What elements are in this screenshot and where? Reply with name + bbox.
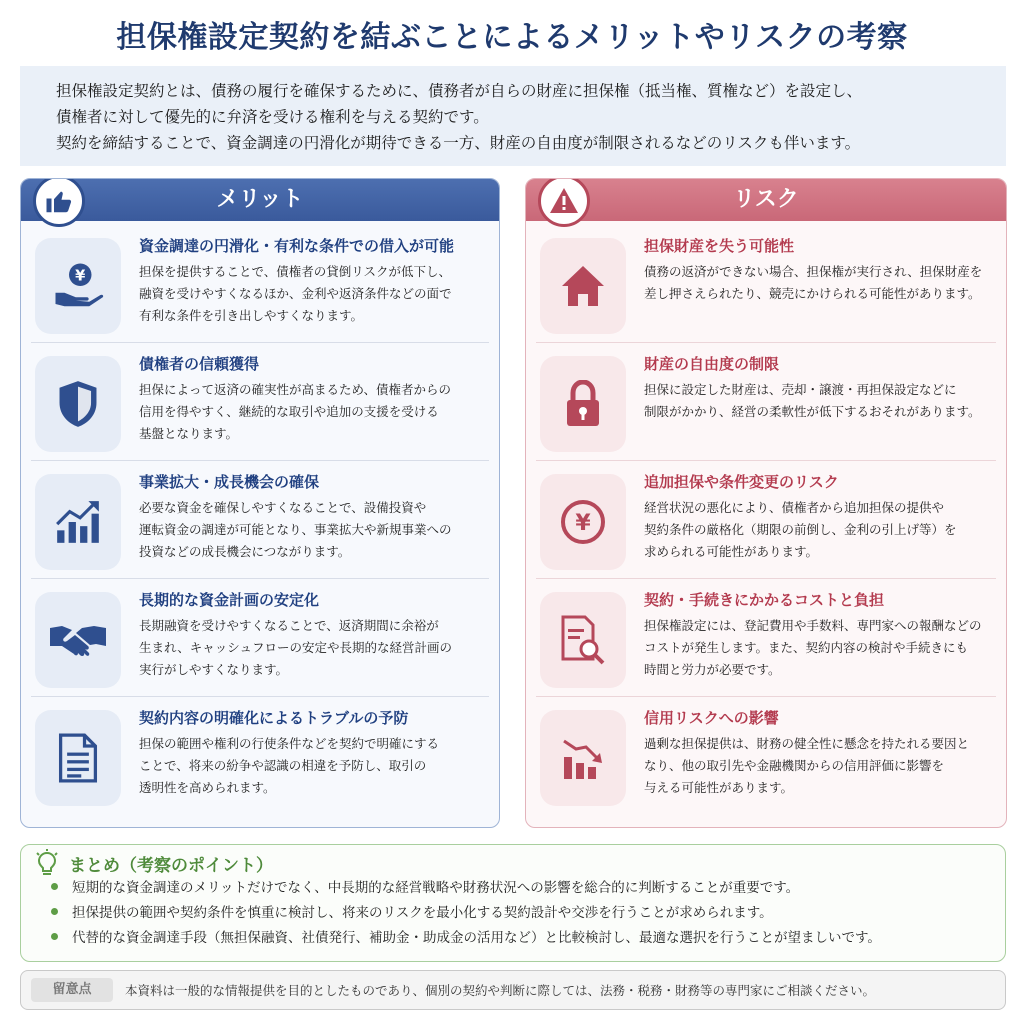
risk-item <box>536 583 996 697</box>
risks-panel <box>525 178 1007 828</box>
svg-text:¥: ¥ <box>575 511 591 536</box>
risk-title: 追加担保や条件変更のリスク <box>644 473 839 491</box>
merits-panel <box>20 178 500 828</box>
yen-coin-icon <box>540 474 626 570</box>
risks-heading: リスク <box>733 187 799 212</box>
merit-title: 事業拡大・成長機会の確保 <box>139 473 320 491</box>
handshake-icon <box>35 592 121 688</box>
disclaimer-label: 留意点 <box>31 978 113 1002</box>
warning-icon <box>538 178 590 227</box>
shield-icon <box>35 356 121 452</box>
lock-icon <box>540 356 626 452</box>
merit-item <box>31 465 489 579</box>
merit-title: 長期的な資金計画の安定化 <box>139 591 320 609</box>
merit-desc: 担保によって返済の確実性が高まるため、債権者からの 信用を得やすく、継続的な取引や追加の支援を受ける 基盤となります。 <box>139 382 452 441</box>
intro-line-2: 債権者に対して優先的に弁済を受ける権利を与える契約です。 <box>56 108 489 126</box>
merit-desc: 長期融資を受けやすくなることで、返済期間に余裕が 生まれ、キャッシュフローの安定や長期的な経営計画の 実行がしやすくなります。 <box>139 618 453 677</box>
merits-heading: メリット <box>216 187 304 212</box>
summary-point: 代替的な資金調達手段（無担保融資、社債発行、補助金・助成金の活用など）と比較検討し、最適な選択を行うことが望ましいです。 <box>51 928 881 948</box>
merit-item <box>31 583 489 697</box>
merit-item <box>31 347 489 461</box>
risk-desc: 経営状況の悪化により、債権者から追加担保の提供や 契約条件の厳格化（期限の前倒し、金利の引上げ等）を 求められる可能性があります。 <box>644 500 957 559</box>
summary-header <box>35 849 273 877</box>
lightbulb-icon <box>35 849 59 877</box>
risk-item <box>536 701 996 815</box>
risk-desc: 債務の返済ができない場合、担保権が実行され、担保財産を 差し押さえられたり、競売にかけられる可能性があります。 <box>644 264 983 301</box>
merit-desc: 担保を提供することで、債権者の貸倒リスクが低下し、 融資を受けやすくなるほか、金利や返済条件などの面で 有利な条件を引き出しやすくなります。 <box>139 264 452 323</box>
risk-desc: 担保に設定した財産は、売却・譲渡・再担保設定などに 制限がかかり、経営の柔軟性が低下するおそれがあります。 <box>644 382 981 419</box>
intro-line-3: 契約を締結することで、資金調達の円滑化が期待できる一方、財産の自由度が制限されるなどのリスクも伴います。 <box>56 134 861 152</box>
risk-title: 担保財産を失う可能性 <box>644 237 795 255</box>
disclaimer-text: 本資料は一般的な情報提供を目的としたものであり、個別の契約や判断に際しては、法務・税務・財務等の専門家にご相談ください。 <box>125 983 876 998</box>
summary-point: 担保提供の範囲や契約条件を慎重に検討し、将来のリスクを最小化する契約設計や交渉を行うことが求められます。 <box>51 903 773 923</box>
thumbs-up-icon <box>33 178 85 227</box>
risk-title: 財産の自由度の制限 <box>644 355 780 373</box>
risk-item <box>536 347 996 461</box>
page-title: 担保権設定契約を結ぶことによるメリットやリスクの考察 <box>116 20 908 55</box>
risk-item <box>536 229 996 343</box>
risk-item <box>536 465 996 579</box>
disclaimer-box <box>20 970 1006 1010</box>
document-icon <box>35 710 121 806</box>
merit-title: 債権者の信頼獲得 <box>139 355 260 373</box>
declining-chart-icon <box>540 710 626 806</box>
house-icon <box>540 238 626 334</box>
merit-desc: 担保の範囲や権利の行使条件などを契約で明確にする ことで、将来の紛争や認識の相違を予防し、取引の 透明性を高められます。 <box>139 736 440 795</box>
intro-box <box>20 66 1006 166</box>
svg-text:¥: ¥ <box>75 267 86 285</box>
risk-title: 契約・手続きにかかるコストと負担 <box>644 591 885 609</box>
growth-chart-icon <box>35 474 121 570</box>
risk-title: 信用リスクへの影響 <box>644 709 779 727</box>
merits-header <box>21 179 499 221</box>
merit-item <box>31 229 489 343</box>
merit-desc: 必要な資金を確保しやすくなることで、設備投資や 運転資金の調達が可能となり、事業拡大や新規事業への 投資などの成長機会につながります。 <box>139 500 452 559</box>
summary-point: 短期的な資金調達のメリットだけでなく、中長期的な経営戦略や財務状況への影響を総合的に判断することが重要です。 <box>51 878 799 898</box>
risk-desc: 担保権設定には、登記費用や手数料、専門家への報酬などの コストが発生します。また、契約内容の検討や手続きにも 時間と労力が必要です。 <box>644 618 982 677</box>
document-search-icon <box>540 592 626 688</box>
merit-item <box>31 701 489 815</box>
merit-title: 契約内容の明確化によるトラブルの予防 <box>139 709 409 727</box>
intro-line-1: 担保権設定契約とは、債務の履行を確保するために、債務者が自らの財産に担保権（抵当権、質権など）を設定し、 <box>56 82 863 100</box>
merit-title: 資金調達の円滑化・有利な条件での借入が可能 <box>139 237 455 255</box>
risks-header <box>526 179 1006 221</box>
yen-hand-icon <box>35 238 121 334</box>
summary-box <box>20 844 1006 962</box>
summary-title: まとめ（考察のポイント） <box>69 855 273 876</box>
risk-desc: 過剰な担保提供は、財務の健全性に懸念を持たれる要因と なり、他の取引先や金融機関からの信用評価に影響を 与える可能性があります。 <box>644 736 970 795</box>
